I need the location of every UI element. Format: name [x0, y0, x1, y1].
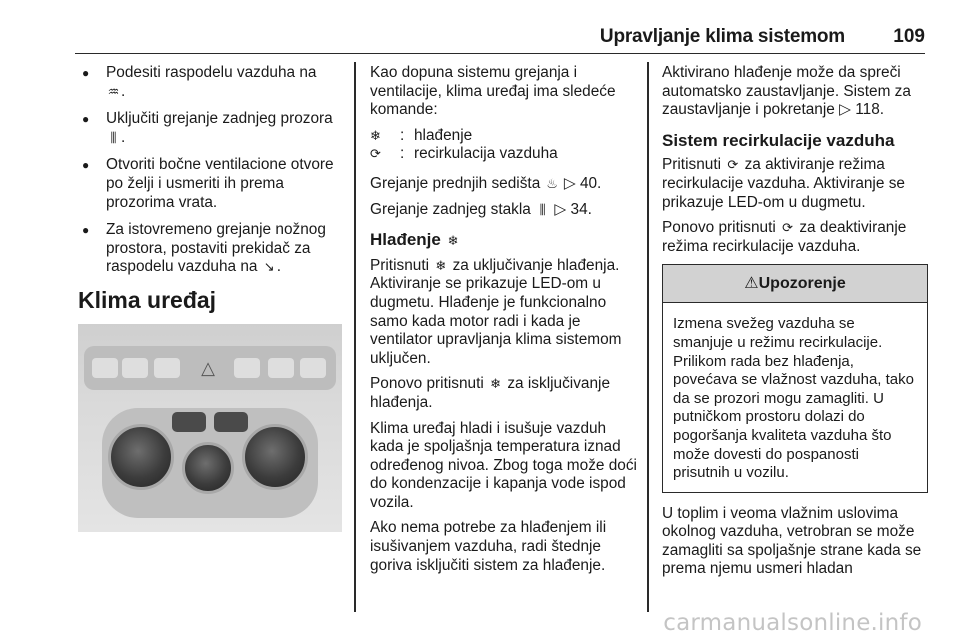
panel-button [92, 358, 118, 378]
snowflake-icon: ❄ [447, 233, 459, 249]
list-item: ● Uključiti grejanje zadnjeg prozora ⫼ . [78, 110, 344, 147]
intro-text: Kao dopuna sistemu grejanja i ventilacije, klima uređaj ima sledeće komande: [370, 64, 616, 119]
panel-button [154, 358, 180, 378]
paragraph: Ako nema potrebe za hlađenjem ili isušivanjem vazduha, radi štednje goriva isključiti sistem za hlađenje. [370, 519, 607, 574]
seat-heating-icon: ♨ [546, 175, 558, 191]
page-title: Upravljanje klima sistemom [599, 26, 845, 47]
command-row: ❄ : hlađenje [370, 126, 473, 144]
seat-heating-ref: Grejanje prednjih sedišta ♨ ▷ 40. [370, 174, 602, 192]
recirculation-icon: ⟳ [727, 157, 739, 173]
windscreen-airflow-icon: ♒ [107, 83, 120, 99]
panel-button [122, 358, 148, 378]
paragraph: Klima uređaj hladi i isušuje vazduh kada je spoljašnja temperatura iznad određenog nivoa. Zbog toga može doći do kondenzacije i kapanja vode ispod vozila. [370, 419, 637, 511]
paragraph: Aktivirano hlađenje može da spreči automatsko zaustavljanje. Sistem za zaustavljanje i pokretanje ▷ 118. [662, 64, 911, 119]
column-divider [647, 62, 649, 612]
air-distribution-knob [242, 424, 308, 490]
recirculation-button [214, 412, 248, 432]
panel-button [268, 358, 294, 378]
rear-heating-ref: Grejanje zadnjeg stakla ⫼ ▷ 34. [370, 200, 592, 218]
column-3 [662, 64, 928, 586]
warning-body: Izmena svežeg vazduha se smanjuje u režimu recirkulacije. Prilikom rada bez hlađenja, povećava se vlažnost vazduha, tako da se prozori mogu zamagliti. U putničkom prostoru dolazi do pogoršanja kvaliteta vazduha što može dovesti do pospanosti prisutnih u vozilu. [673, 315, 914, 482]
hazard-icon: △ [201, 357, 215, 378]
list-item: ● Za istovremeno grejanje nožnog prostora, postaviti prekidač za raspodelu vazduha na ↘ . [78, 221, 344, 277]
paragraph: Ponovo pritisnuti ⟳ za deaktiviranje režima recirkulacije vazduha. [662, 219, 907, 255]
snowflake-icon: ❄ [435, 257, 447, 273]
page-number: 109 [893, 26, 925, 47]
rear-window-heating-icon: ⫼ [110, 129, 117, 145]
command-row: ⟳ : recirkulacija vazduha [370, 145, 558, 163]
footwell-windscreen-airflow-icon: ↘ [263, 259, 275, 275]
page-header [75, 24, 925, 54]
recirculation-icon: ⟳ [370, 146, 381, 162]
warning-icon: ⚠ [744, 275, 759, 293]
climate-control-panel-photo [78, 324, 342, 532]
rear-window-heating-icon: ⫼ [539, 201, 546, 217]
temperature-knob [108, 424, 174, 490]
section-title: Hlađenje ❄ [370, 231, 638, 251]
list-item: ● Otvoriti bočne ventilacione otvore po želji i usmeriti ih prema prozorima vrata. [78, 156, 344, 212]
ac-button [172, 412, 206, 432]
watermark: carmanualsonline.info [663, 610, 922, 636]
fan-speed-knob [182, 442, 234, 494]
panel-button [300, 358, 326, 378]
warning-box [662, 264, 928, 492]
paragraph: U toplim i veoma vlažnim uslovima okolnog vazduha, vetrobran se može zamagliti sa spoljašnje strane kada se prema njemu usmeri hladan [662, 504, 922, 578]
column-divider [354, 62, 356, 612]
column-1 [78, 64, 344, 532]
recirculation-icon: ⟳ [782, 220, 794, 236]
snowflake-icon: ❄ [370, 127, 381, 143]
section-title: Sistem recirkulacije vazduha [662, 130, 895, 150]
list-item: ● Podesiti raspodelu vazduha na ♒ . [78, 64, 344, 101]
warning-title: ⚠Upozorenje [663, 265, 927, 303]
paragraph: Ponovo pritisnuti ❄ za isključivanje hlađenja. [370, 375, 611, 411]
section-title: Klima uređaj [78, 286, 217, 313]
panel-button [234, 358, 260, 378]
paragraph: Pritisnuti ⟳ za aktiviranje režima recirkulacije vazduha. Aktiviranje se prikazuje LED-om u dugmetu. [662, 156, 905, 211]
snowflake-icon: ❄ [490, 376, 502, 392]
column-2 [370, 64, 638, 582]
paragraph: Pritisnuti ❄ za uključivanje hlađenja. Aktiviranje se prikazuje LED-om u dugmetu. Hlađenje je funkcionalno samo kada motor radi i kada je ventilator upravljanja klima sistemom uključen. [370, 256, 622, 367]
